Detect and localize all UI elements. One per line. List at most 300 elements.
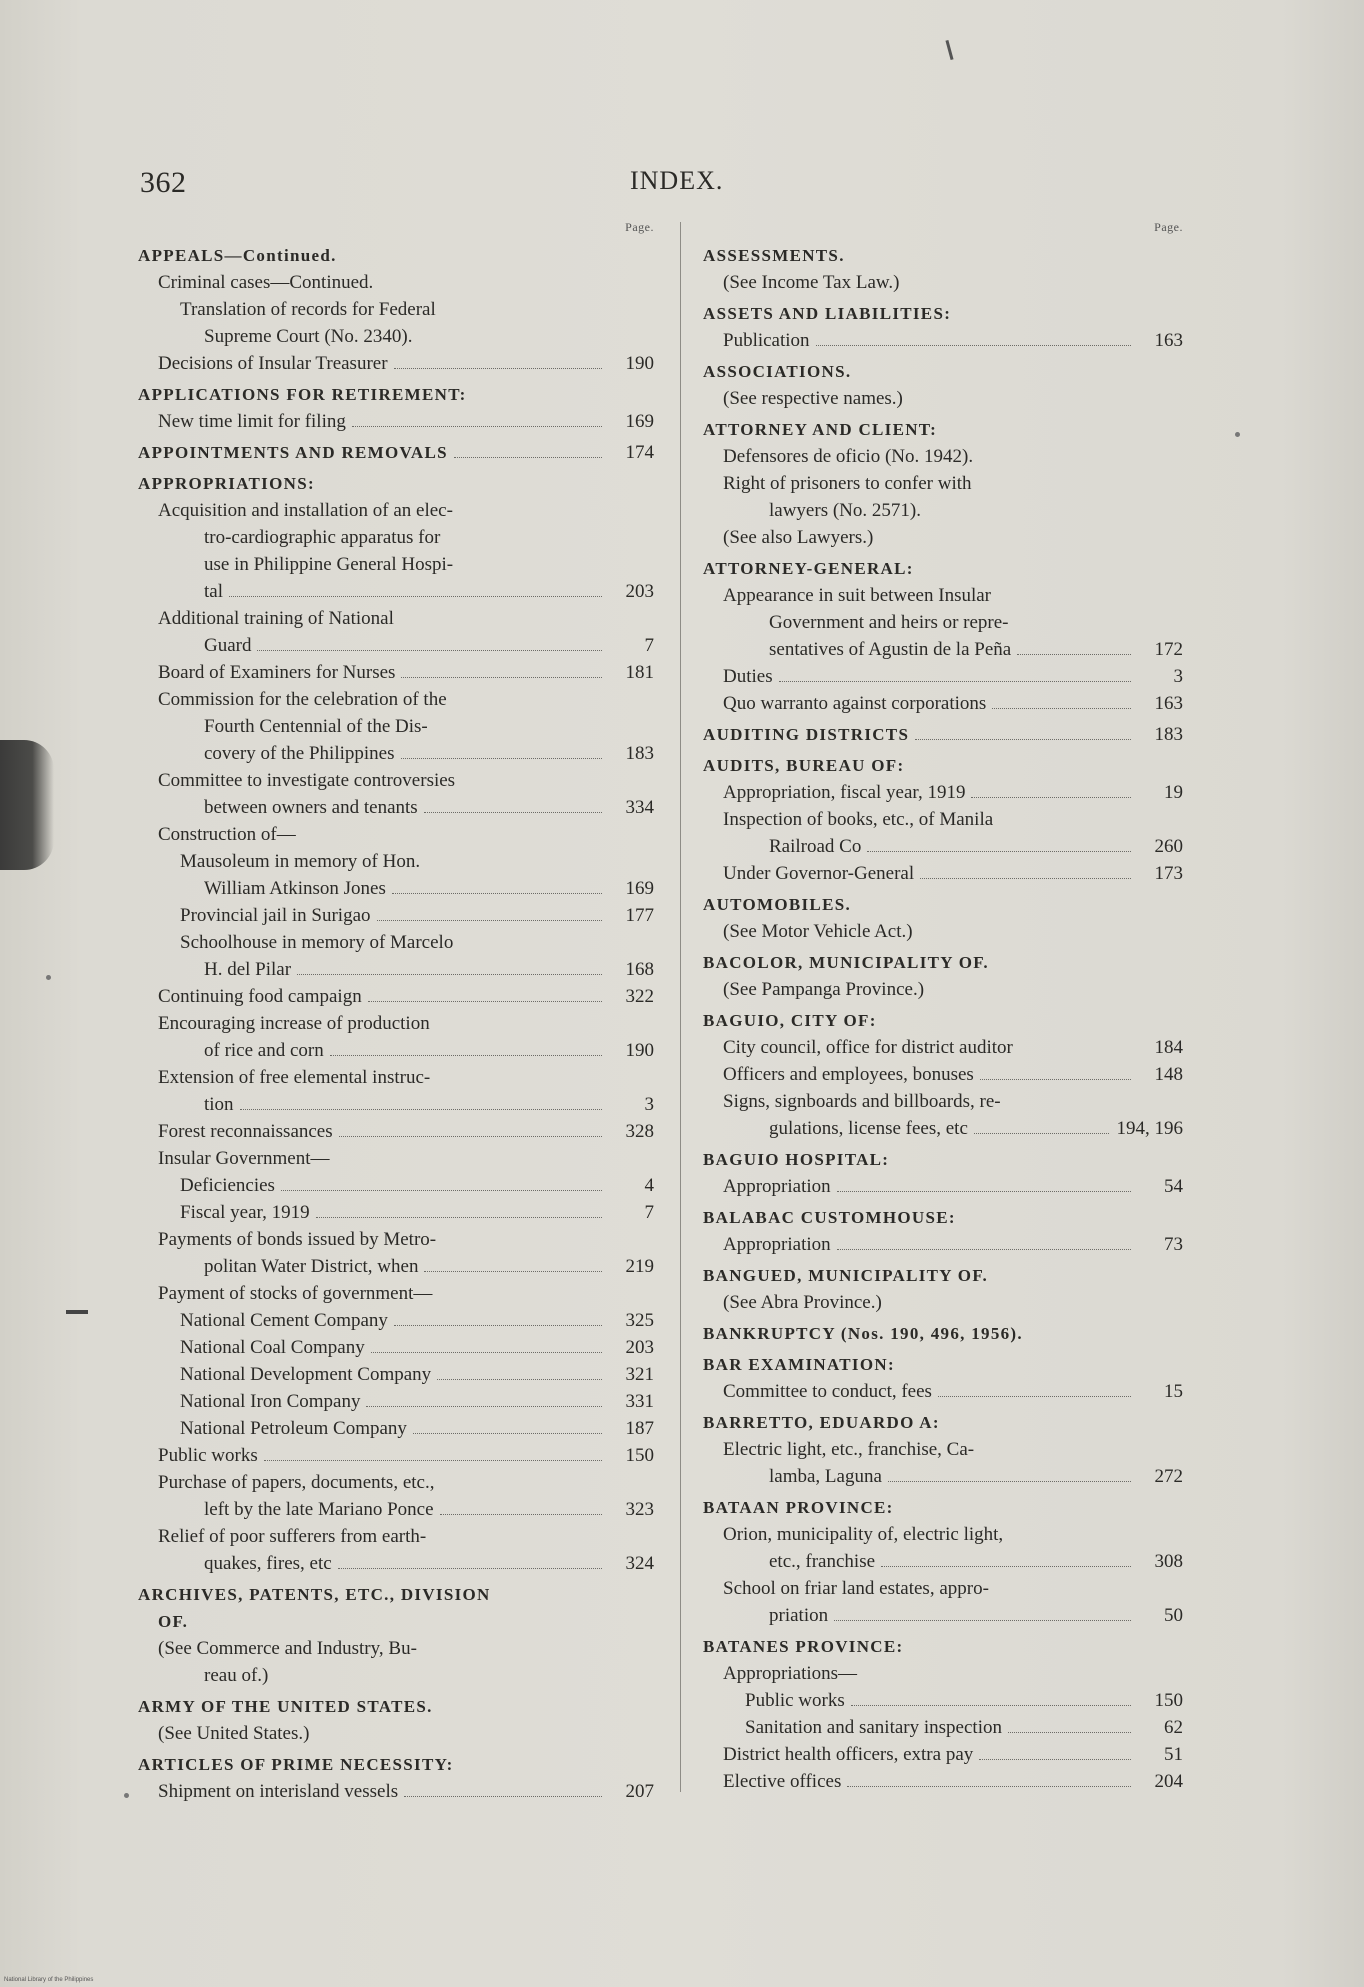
index-entry (703, 976, 1183, 1003)
entry-text: quakes, fires, etc (204, 1553, 332, 1574)
index-entry (703, 524, 1183, 551)
index-entry (703, 1714, 1183, 1741)
index-heading (138, 439, 654, 466)
index-entry (138, 1662, 654, 1689)
entry-text: Additional training of National (158, 608, 394, 629)
index-entry (703, 470, 1183, 497)
dot-leader (816, 344, 1131, 346)
page-ref: 203 (625, 1337, 654, 1358)
entry-text: Fourth Centennial of the Dis- (204, 716, 428, 737)
entry-text: left by the late Mariano Ponce (204, 1499, 434, 1520)
entry-text: tro-cardiographic apparatus for (204, 527, 441, 548)
entry-text: Defensores de oficio (No. 1942). (723, 446, 974, 467)
page-ref: 219 (625, 1256, 654, 1277)
entry-text: APPROPRIATIONS: (138, 474, 315, 493)
entry-text: lamba, Laguna (769, 1466, 882, 1487)
entry-text: Commission for the celebration of the (158, 689, 447, 710)
entry-text: Construction of— (158, 824, 296, 845)
page-ref: 204 (1154, 1771, 1183, 1792)
page-ref: 323 (625, 1499, 654, 1520)
entry-text: Under Governor-General (723, 863, 915, 884)
entry-text: BACOLOR, MUNICIPALITY OF. (703, 953, 989, 972)
entry-text: politan Water District, when (204, 1256, 419, 1277)
entry-text: Purchase of papers, documents, etc., (158, 1472, 435, 1493)
entry-text: Board of Examiners for Nurses (158, 662, 396, 683)
page-ref: 322 (625, 986, 654, 1007)
entry-text: City council, office for district auditor (723, 1037, 1013, 1058)
page-ref: 150 (1154, 1690, 1183, 1711)
dot-leader (281, 1189, 602, 1191)
index-heading (703, 1494, 1183, 1521)
page-ref: 73 (1164, 1234, 1183, 1255)
entry-text: ARTICLES OF PRIME NECESSITY: (138, 1755, 454, 1774)
entry-text: Railroad Co (769, 836, 862, 857)
index-entry (138, 740, 654, 767)
dot-leader (938, 1395, 1131, 1397)
index-entry (138, 1334, 654, 1361)
index-entry (138, 1091, 654, 1118)
entry-text: District health officers, extra pay (723, 1744, 974, 1765)
entry-text: (See United States.) (158, 1723, 310, 1744)
index-entry (703, 1741, 1183, 1768)
index-heading (703, 358, 1183, 385)
index-entry (138, 821, 654, 848)
entry-text: tal (204, 581, 223, 602)
index-entry (703, 269, 1183, 296)
index-entry (703, 1602, 1183, 1629)
entry-text: Elective offices (723, 1771, 842, 1792)
index-entry (138, 767, 654, 794)
page-ref: 183 (625, 743, 654, 764)
entry-text: Committee to conduct, fees (723, 1381, 932, 1402)
index-heading (703, 1204, 1183, 1231)
dot-leader (424, 1270, 602, 1272)
index-heading (703, 416, 1183, 443)
entry-text: ASSETS AND LIABILITIES: (703, 304, 952, 323)
dot-leader (338, 1567, 602, 1569)
page-ref: 172 (1154, 639, 1183, 660)
entry-text: National Iron Company (180, 1391, 361, 1412)
entry-text: BAGUIO, CITY OF: (703, 1011, 877, 1030)
entry-text: ATTORNEY AND CLIENT: (703, 420, 938, 439)
entry-text: Payment of stocks of government— (158, 1283, 433, 1304)
entry-text: AUDITING DISTRICTS (703, 725, 910, 744)
entry-text: BATANES PROVINCE: (703, 1637, 904, 1656)
entry-text: Appearance in suit between Insular (723, 585, 992, 606)
dot-leader (352, 425, 602, 427)
index-heading (703, 721, 1183, 748)
index-entry (138, 686, 654, 713)
running-head: INDEX. (630, 166, 724, 195)
index-entry (138, 632, 654, 659)
entry-text: (See Income Tax Law.) (723, 272, 900, 293)
index-entry (138, 524, 654, 551)
entry-text: School on friar land estates, appro- (723, 1578, 989, 1599)
entry-text: (See Pampanga Province.) (723, 979, 925, 1000)
index-heading (138, 1581, 654, 1608)
index-entry (703, 609, 1183, 636)
index-entry (138, 1253, 654, 1280)
entry-text: Translation of records for Federal (180, 299, 436, 320)
stray-mark (66, 1310, 88, 1314)
entry-text: of rice and corn (204, 1040, 324, 1061)
index-entry (703, 1660, 1183, 1687)
index-heading (138, 242, 654, 269)
entry-text: (See respective names.) (723, 388, 903, 409)
dot-leader (974, 1132, 1109, 1134)
index-heading (703, 242, 1183, 269)
page-ref: 163 (1154, 693, 1183, 714)
index-entry (703, 918, 1183, 945)
entry-text: Decisions of Insular Treasurer (158, 353, 388, 374)
page-ref: 3 (1173, 666, 1183, 687)
entry-text: use in Philippine General Hospi- (204, 554, 454, 575)
entry-text: Quo warranto against corporations (723, 693, 987, 714)
index-entry (703, 833, 1183, 860)
entry-list (703, 242, 1183, 1795)
index-heading (703, 1320, 1183, 1347)
page-ref: 169 (625, 411, 654, 432)
page-ref: 184 (1154, 1037, 1183, 1058)
dot-leader (779, 680, 1131, 682)
index-entry (703, 1061, 1183, 1088)
entry-text: AUTOMOBILES. (703, 895, 852, 914)
dot-leader (240, 1108, 602, 1110)
index-heading (138, 470, 654, 497)
index-entry (703, 1088, 1183, 1115)
index-entry (138, 551, 654, 578)
dot-leader (264, 1459, 602, 1461)
entry-text: APPEALS—Continued. (138, 246, 337, 265)
dot-leader (851, 1704, 1131, 1706)
index-entry (138, 269, 654, 296)
column-divider (680, 222, 681, 1792)
page-ref: 334 (625, 797, 654, 818)
index-entry (138, 578, 654, 605)
page-ref: 173 (1154, 863, 1183, 884)
entry-text: lawyers (No. 2571). (769, 500, 921, 521)
dot-leader (413, 1432, 602, 1434)
index-heading (703, 555, 1183, 582)
page-ref: 174 (625, 442, 654, 463)
entry-text: Duties (723, 666, 773, 687)
index-heading (703, 891, 1183, 918)
index-entry (138, 1778, 654, 1805)
dot-leader (1017, 653, 1131, 655)
page-ref: 51 (1164, 1744, 1183, 1765)
entry-text: etc., franchise (769, 1551, 876, 1572)
entry-text: (See also Lawyers.) (723, 527, 874, 548)
entry-text: APPOINTMENTS AND REMOVALS (138, 443, 448, 462)
index-entry (138, 1118, 654, 1145)
index-entry (703, 1436, 1183, 1463)
entry-text: Inspection of books, etc., of Manila (723, 809, 994, 830)
index-entry (138, 659, 654, 686)
index-entry (138, 323, 654, 350)
dot-leader (437, 1378, 602, 1380)
dot-leader (837, 1190, 1131, 1192)
page-ref: 177 (625, 905, 654, 926)
dot-leader (837, 1248, 1131, 1250)
page-ref: 19 (1164, 782, 1183, 803)
entry-list (138, 242, 654, 1805)
index-entry (138, 1199, 654, 1226)
index-heading (703, 1146, 1183, 1173)
dot-leader (440, 1513, 602, 1515)
page-ref: 325 (625, 1310, 654, 1331)
entry-text: between owners and tenants (204, 797, 418, 818)
index-entry (138, 875, 654, 902)
index-entry (138, 1361, 654, 1388)
dot-leader (847, 1785, 1131, 1787)
entry-text: Committee to investigate controversies (158, 770, 456, 791)
page-ref: 187 (625, 1418, 654, 1439)
entry-text: BALABAC CUSTOMHOUSE: (703, 1208, 956, 1227)
index-heading (703, 949, 1183, 976)
page-ref: 169 (625, 878, 654, 899)
page-ref: 7 (644, 1202, 654, 1223)
index-entry (138, 1415, 654, 1442)
entry-text: ASSOCIATIONS. (703, 362, 852, 381)
index-heading (703, 1262, 1183, 1289)
index-entry (703, 690, 1183, 717)
index-heading (703, 1351, 1183, 1378)
entry-text: H. del Pilar (204, 959, 292, 980)
entry-text: New time limit for filing (158, 411, 346, 432)
dot-leader (888, 1480, 1131, 1482)
entry-text: ASSESSMENTS. (703, 246, 845, 265)
index-entry (703, 1173, 1183, 1200)
entry-text: Officers and employees, bonuses (723, 1064, 974, 1085)
page-ref: 183 (1154, 724, 1183, 745)
entry-text: Guard (204, 635, 252, 656)
page-ref: 7 (644, 635, 654, 656)
entry-text: BAGUIO HOSPITAL: (703, 1150, 890, 1169)
speck (124, 1793, 129, 1798)
page-ref: 62 (1164, 1717, 1183, 1738)
entry-text: Fiscal year, 1919 (180, 1202, 310, 1223)
page-ref: 321 (625, 1364, 654, 1385)
index-entry (138, 713, 654, 740)
index-entry (138, 296, 654, 323)
entry-text: Mausoleum in memory of Hon. (180, 851, 421, 872)
index-heading (703, 1007, 1183, 1034)
entry-text: Sanitation and sanitary inspection (745, 1717, 1002, 1738)
index-entry (703, 1463, 1183, 1490)
entry-text: covery of the Philippines (204, 743, 395, 764)
dot-leader (368, 1000, 602, 1002)
dot-leader (867, 850, 1131, 852)
dot-leader (401, 676, 602, 678)
index-entry (703, 1231, 1183, 1258)
index-entry (138, 605, 654, 632)
page-ref: 168 (625, 959, 654, 980)
dot-leader (920, 877, 1131, 879)
dot-leader (366, 1405, 602, 1407)
index-entry (703, 1521, 1183, 1548)
entry-text: Deficiencies (180, 1175, 275, 1196)
entry-text: BANKRUPTCY (Nos. 190, 496, 1956). (703, 1324, 1023, 1343)
index-entry (703, 1115, 1183, 1142)
index-entry (138, 1280, 654, 1307)
dot-leader (377, 919, 602, 921)
index-entry (138, 1523, 654, 1550)
index-column-right (703, 220, 1183, 1795)
entry-text: Extension of free elemental instruc- (158, 1067, 431, 1088)
entry-text: Appropriation (723, 1176, 831, 1197)
entry-text: Forest reconnaissances (158, 1121, 333, 1142)
index-entry (138, 1172, 654, 1199)
dot-leader (229, 595, 602, 597)
page-ref: 190 (625, 1040, 654, 1061)
dot-leader (915, 738, 1131, 740)
index-heading (138, 1751, 654, 1778)
entry-text: Supreme Court (No. 2340). (204, 326, 413, 347)
entry-text: OF. (158, 1612, 189, 1631)
index-entry (138, 1064, 654, 1091)
index-entry (138, 1037, 654, 1064)
page-ref: 148 (1154, 1064, 1183, 1085)
index-entry (138, 497, 654, 524)
entry-text: Appropriation (723, 1234, 831, 1255)
dot-leader (339, 1135, 602, 1137)
entry-text: Government and heirs or repre- (769, 612, 1009, 633)
index-entry (138, 1388, 654, 1415)
page-ref: 190 (625, 353, 654, 374)
index-heading (138, 1608, 654, 1635)
index-heading (138, 1693, 654, 1720)
index-heading (138, 381, 654, 408)
entry-text: Payments of bonds issued by Metro- (158, 1229, 437, 1250)
index-entry (703, 582, 1183, 609)
entry-text: Continuing food campaign (158, 986, 362, 1007)
index-entry (138, 350, 654, 377)
dot-leader (404, 1795, 602, 1797)
binding-shadow (0, 740, 54, 870)
entry-text: (See Commerce and Industry, Bu- (158, 1638, 417, 1659)
entry-text: Encouraging increase of production (158, 1013, 430, 1034)
entry-text: tion (204, 1094, 234, 1115)
page-ref: 54 (1164, 1176, 1183, 1197)
entry-text: gulations, license fees, etc (769, 1118, 968, 1139)
entry-text: sentatives of Agustin de la Peña (769, 639, 1012, 660)
page-ref: 203 (625, 581, 654, 602)
dot-leader (834, 1619, 1131, 1621)
entry-text: priation (769, 1605, 829, 1626)
index-entry (138, 902, 654, 929)
index-entry (138, 848, 654, 875)
page-ref: 194, 196 (1116, 1118, 1183, 1139)
index-entry (138, 929, 654, 956)
index-entry (138, 408, 654, 435)
index-entry (703, 636, 1183, 663)
index-entry (138, 1010, 654, 1037)
page-ref: 308 (1154, 1551, 1183, 1572)
index-entry (703, 1575, 1183, 1602)
index-entry (703, 1289, 1183, 1316)
dot-leader (401, 757, 603, 759)
entry-text: APPLICATIONS FOR RETIREMENT: (138, 385, 467, 404)
index-entry (138, 1720, 654, 1747)
entry-text: Orion, municipality of, electric light, (723, 1524, 1004, 1545)
index-entry (703, 1687, 1183, 1714)
entry-text: Appropriation, fiscal year, 1919 (723, 782, 966, 803)
page-ref: 260 (1154, 836, 1183, 857)
entry-text: National Coal Company (180, 1337, 365, 1358)
index-entry (138, 1469, 654, 1496)
index-entry (703, 663, 1183, 690)
index-entry (703, 497, 1183, 524)
page-ref: 50 (1164, 1605, 1183, 1626)
index-heading (703, 1409, 1183, 1436)
dot-leader (881, 1565, 1131, 1567)
index-entry (703, 806, 1183, 833)
page-ref: 324 (625, 1553, 654, 1574)
index-entry (138, 1226, 654, 1253)
entry-text: BAR EXAMINATION: (703, 1355, 895, 1374)
entry-text: BANGUED, MUNICIPALITY OF. (703, 1266, 989, 1285)
dot-leader (1008, 1731, 1131, 1733)
index-entry (703, 443, 1183, 470)
dot-leader (257, 649, 602, 651)
page-ref: 328 (625, 1121, 654, 1142)
index-entry (703, 1034, 1183, 1061)
entry-text: Public works (745, 1690, 845, 1711)
entry-text: BATAAN PROVINCE: (703, 1498, 894, 1517)
entry-text: Schoolhouse in memory of Marcelo (180, 932, 454, 953)
entry-text: ATTORNEY-GENERAL: (703, 559, 914, 578)
page-number: 362 (140, 166, 187, 199)
index-entry (138, 1442, 654, 1469)
index-entry (703, 385, 1183, 412)
stray-mark (945, 40, 953, 60)
entry-text: Right of prisoners to confer with (723, 473, 972, 494)
index-entry (703, 327, 1183, 354)
dot-leader (980, 1078, 1131, 1080)
dot-leader (424, 811, 602, 813)
index-heading (703, 300, 1183, 327)
entry-text: ARMY OF THE UNITED STATES. (138, 1697, 433, 1716)
entry-text: Provincial jail in Surigao (180, 905, 371, 926)
index-entry (138, 1635, 654, 1662)
page-ref: 3 (644, 1094, 654, 1115)
page-ref: 4 (644, 1175, 654, 1196)
entry-text: National Development Company (180, 1364, 432, 1385)
entry-text: Acquisition and installation of an elec- (158, 500, 453, 521)
speck (1235, 432, 1240, 437)
page-ref: 331 (625, 1391, 654, 1412)
dot-leader (454, 456, 602, 458)
entry-text: Electric light, etc., franchise, Ca- (723, 1439, 975, 1460)
index-column-left (138, 220, 654, 1805)
index-heading (703, 752, 1183, 779)
dot-leader (979, 1758, 1131, 1760)
footer-note: National Library of the Philippines (4, 1977, 94, 1983)
entry-text: Shipment on interisland vessels (158, 1781, 399, 1802)
speck (46, 975, 51, 980)
entry-text: National Cement Company (180, 1310, 388, 1331)
entry-text: reau of.) (204, 1665, 269, 1686)
entry-text: National Petroleum Company (180, 1418, 407, 1439)
index-entry (703, 1768, 1183, 1795)
index-entry (138, 1145, 654, 1172)
entry-text: BARRETTO, EDUARDO A: (703, 1413, 940, 1432)
page-ref: 150 (625, 1445, 654, 1466)
dot-leader (992, 707, 1131, 709)
page-ref: 15 (1164, 1381, 1183, 1402)
index-entry (138, 794, 654, 821)
page-ref: 163 (1154, 330, 1183, 351)
